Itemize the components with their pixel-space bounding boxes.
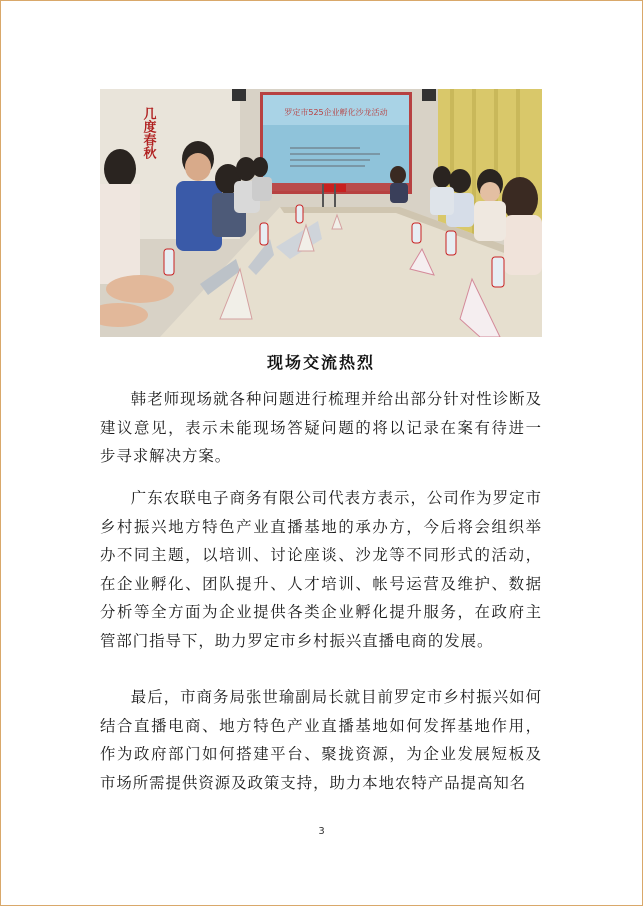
meeting-photo: [100, 89, 542, 337]
wall-slogan: 几度春秋: [140, 107, 156, 159]
page-number: 3: [318, 826, 325, 837]
paragraph-3: 最后，市商务局张世瑜副局长就目前罗定市乡村振兴如何结合直播电商、地方特色产业直播基地如何发挥基地作用，作为政府部门如何搭建平台、聚拢资源，为企业发展短板及市场所需提供资源及政策支持，助力本地农特产品提高知名: [100, 688, 542, 792]
paragraph-2: 广东农联电子商务有限公司代表方表示，公司作为罗定市乡村振兴地方特色产业直播基地的承办方，今后将会组织举办不同主题，以培训、讨论座谈、沙龙等不同形式的活动，在企业孵化、团队提升、人才培训、帐号运营及维护、数据分析等全方面为企业提供各类企业孵化提升服务，在政府主管部门指导下，助力罗定市乡村振兴直播电商的发展。: [100, 489, 542, 650]
photo-caption: 现场交流热烈: [266, 353, 375, 372]
screen-title: 罗定市525企业孵化沙龙活动: [284, 108, 388, 117]
paragraph-1: 韩老师现场就各种问题进行梳理并给出部分针对性诊断及建议意见，表示未能现场答疑问题的将以记录在案有待进一步寻求解决方案。: [100, 390, 542, 465]
